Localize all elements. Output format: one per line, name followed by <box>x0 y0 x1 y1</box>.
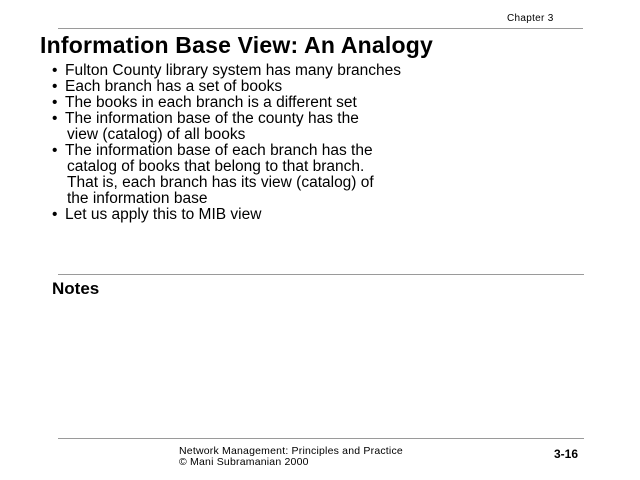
header-divider <box>58 28 583 29</box>
footer-text <box>179 446 403 468</box>
bullet-icon: • <box>52 94 58 111</box>
bullet-list <box>52 63 612 223</box>
bullet-text-continued: the information base <box>67 190 208 207</box>
slide-title: Information Base View: An Analogy <box>40 32 433 58</box>
bullet-item <box>52 143 612 207</box>
bullet-text: The information base of the county has the <box>65 110 359 127</box>
footer-copyright: © Mani Subramanian 2000 <box>179 456 309 468</box>
bullet-text: Let us apply this to MIB view <box>65 206 262 223</box>
bullet-text: Fulton County library system has many branches <box>65 62 401 79</box>
bullet-icon: • <box>52 110 58 127</box>
bullet-text-continued: catalog of books that belong to that branch. <box>67 158 365 175</box>
bullet-icon: • <box>52 62 58 79</box>
chapter-label: Chapter 3 <box>507 13 554 24</box>
page-number: 3-16 <box>554 447 579 461</box>
bullet-item <box>52 79 612 95</box>
notes-heading: Notes <box>52 279 100 298</box>
bullet-text: Each branch has a set of books <box>65 78 283 95</box>
bullet-item <box>52 95 612 111</box>
bullet-icon: • <box>52 142 58 159</box>
bullet-item <box>52 63 612 79</box>
bullet-item <box>52 207 612 223</box>
bullet-text: The information base of each branch has the <box>65 142 373 159</box>
bullet-icon: • <box>52 206 58 223</box>
bullet-item <box>52 111 612 143</box>
bullet-text: The books in each branch is a different set <box>65 94 357 111</box>
footer-book-title: Network Management: Principles and Practice <box>179 445 403 457</box>
bullet-icon: • <box>52 78 58 95</box>
footer-divider <box>58 438 584 439</box>
bullet-text-continued: That is, each branch has its view (catalog) of <box>67 174 374 191</box>
notes-divider <box>58 274 584 275</box>
bullet-text-continued: view (catalog) of all books <box>67 126 246 143</box>
